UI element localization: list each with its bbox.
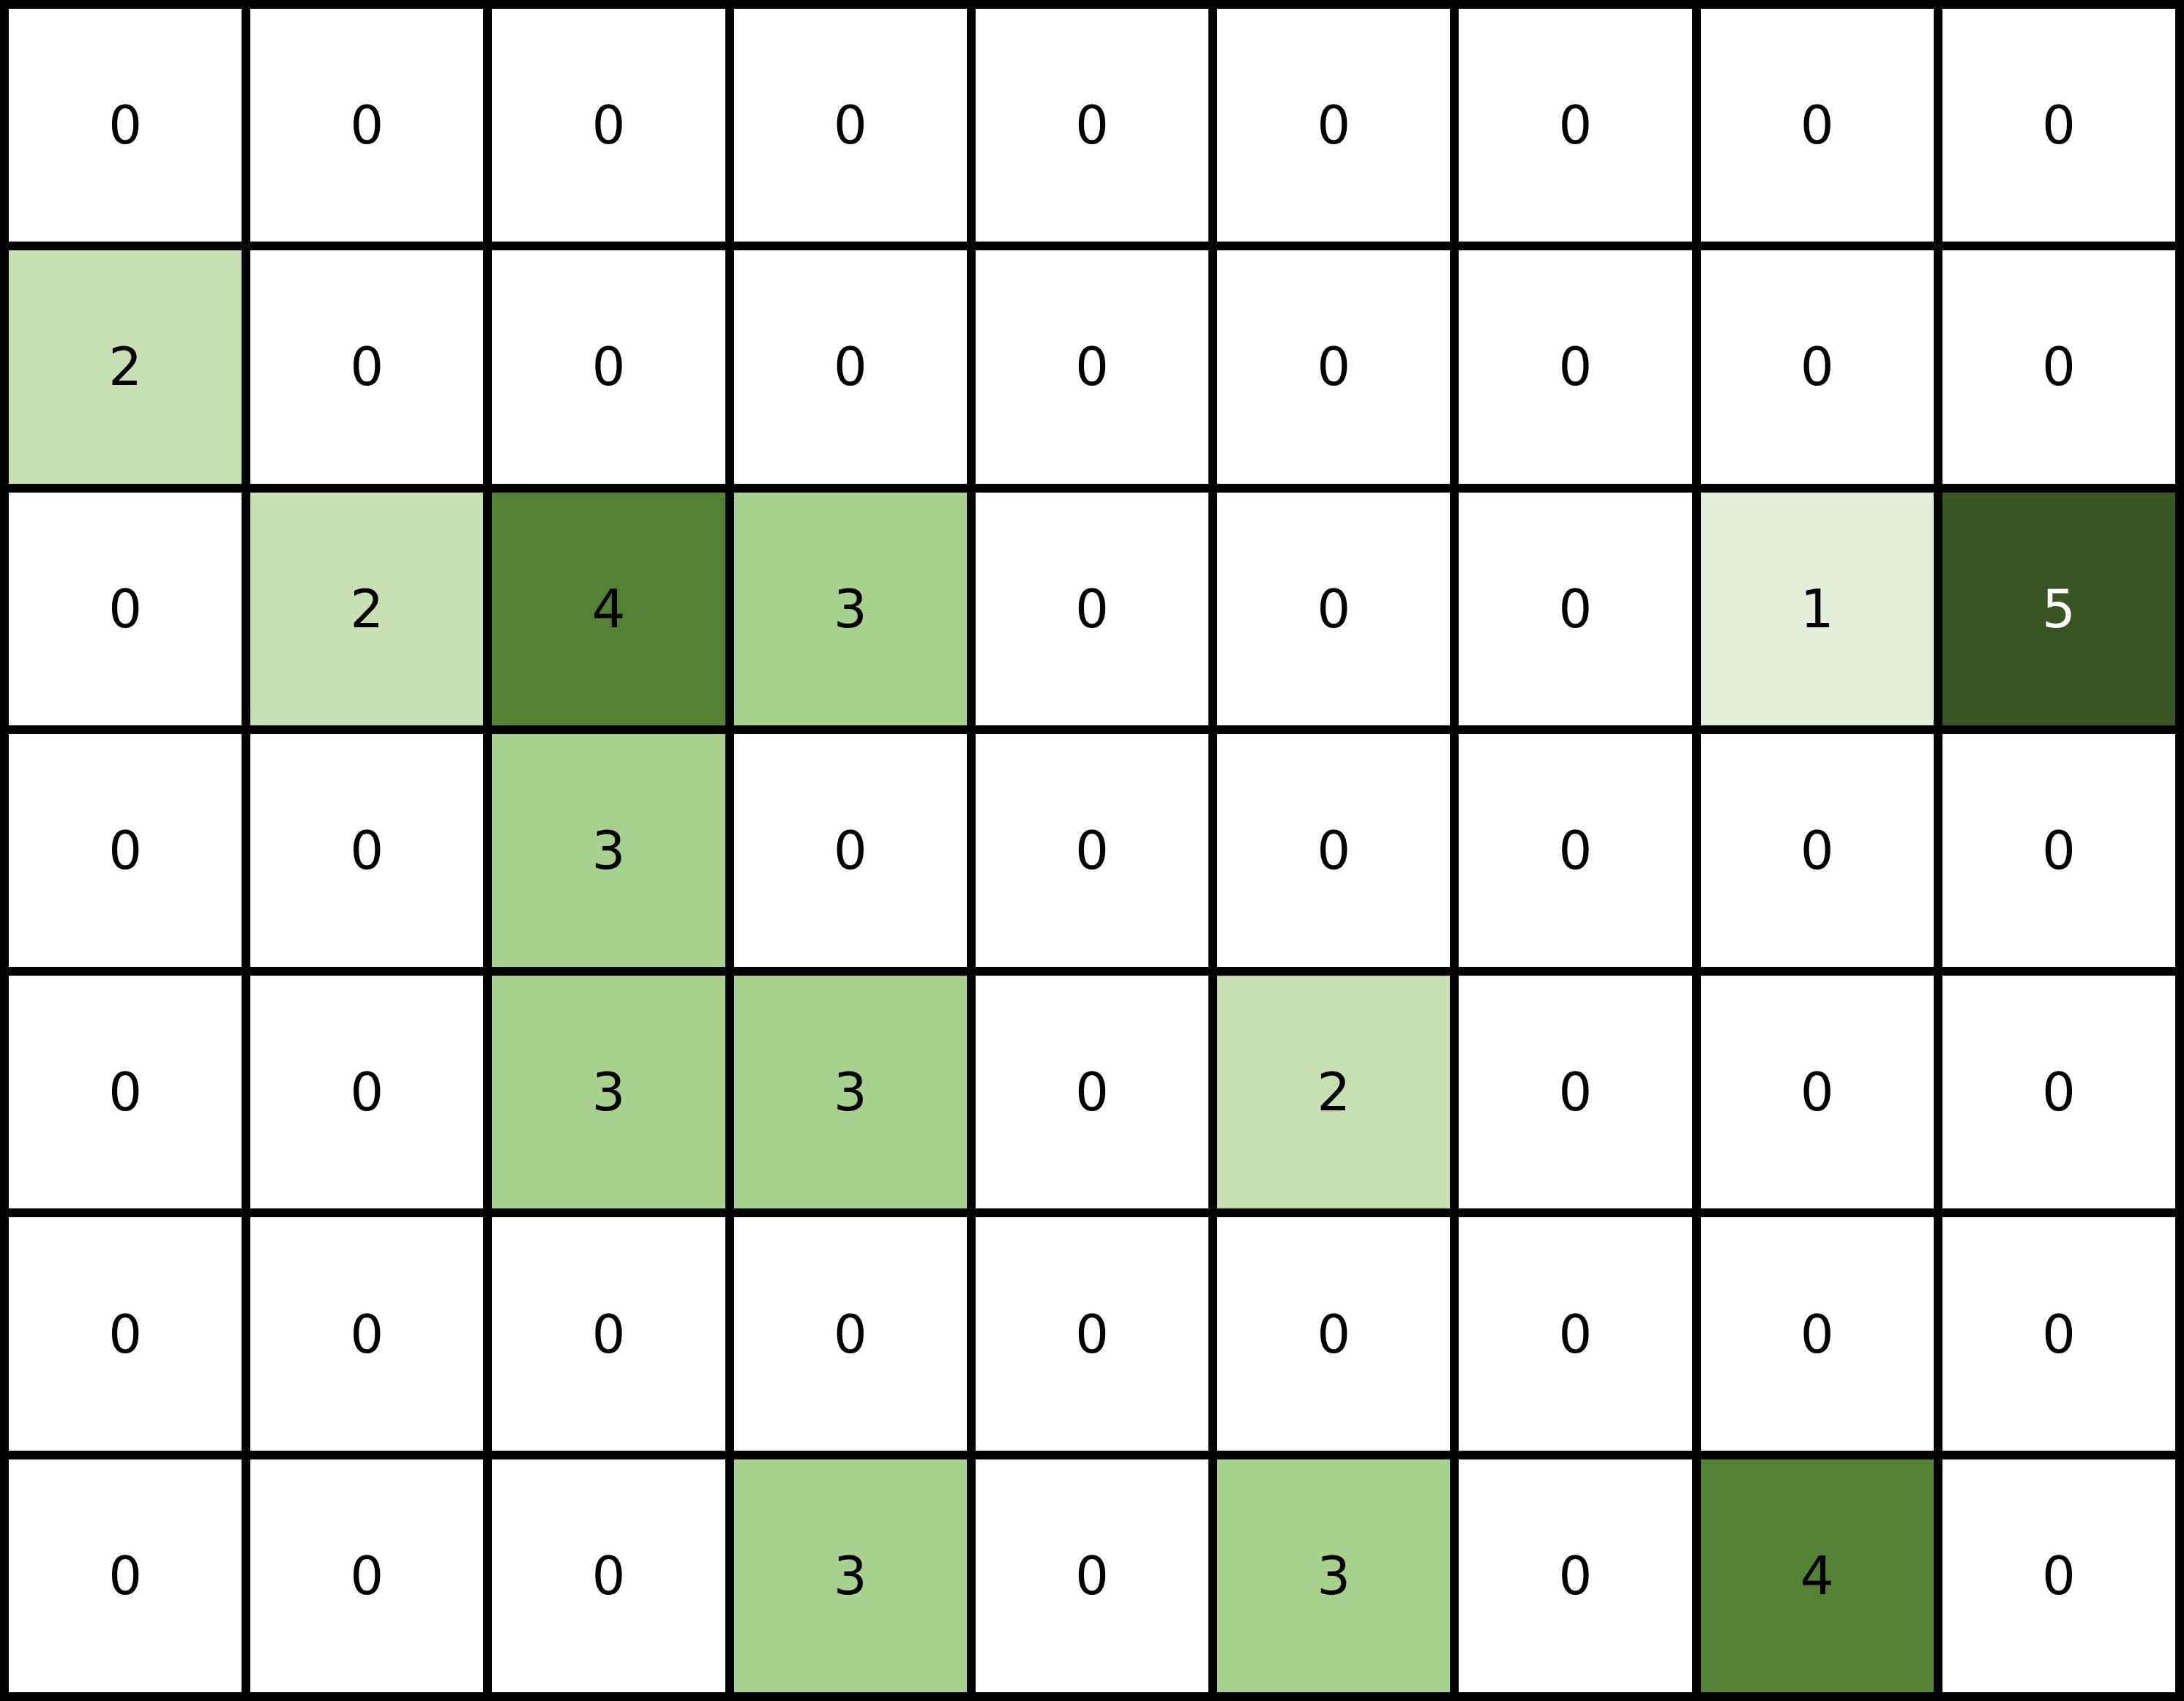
heatmap-cell-r3-c3: 0 [734,734,967,967]
heatmap-cell-r5-c7: 0 [1701,1217,1934,1450]
heatmap-cell-r3-c4: 0 [976,734,1208,967]
heatmap-cell-r5-c2: 0 [492,1217,725,1450]
heatmap-cell-r3-c6: 0 [1459,734,1691,967]
heatmap-cell-r4-c0: 0 [9,976,242,1208]
heatmap-cell-r0-c7: 0 [1701,9,1934,242]
heatmap-cell-r5-c6: 0 [1459,1217,1691,1450]
heatmap-cell-r1-c1: 0 [250,250,483,483]
heatmap-cell-r5-c1: 0 [250,1217,483,1450]
heatmap-cell-r1-c7: 0 [1701,250,1934,483]
heatmap-cell-r5-c5: 0 [1217,1217,1450,1450]
heatmap-cell-r3-c8: 0 [1942,734,2175,967]
heatmap-cell-r3-c1: 0 [250,734,483,967]
heatmap-cell-r0-c0: 0 [9,9,242,242]
heatmap-cell-r4-c7: 0 [1701,976,1934,1208]
heatmap-cell-r0-c6: 0 [1459,9,1691,242]
heatmap-cell-r6-c2: 0 [492,1459,725,1692]
heatmap-cell-r6-c0: 0 [9,1459,242,1692]
heatmap-cell-r0-c2: 0 [492,9,725,242]
heatmap-cell-r3-c5: 0 [1217,734,1450,967]
heatmap-cell-r1-c8: 0 [1942,250,2175,483]
heatmap-cell-r4-c5: 2 [1217,976,1450,1208]
heatmap-cell-r2-c8: 5 [1942,493,2175,725]
heatmap-cell-r6-c6: 0 [1459,1459,1691,1692]
heatmap-cell-r0-c3: 0 [734,9,967,242]
heatmap-cell-r3-c0: 0 [9,734,242,967]
heatmap-cell-r2-c0: 0 [9,493,242,725]
heatmap-cell-r2-c1: 2 [250,493,483,725]
heatmap-cell-r2-c7: 1 [1701,493,1934,725]
heatmap-cell-r0-c8: 0 [1942,9,2175,242]
heatmap-cell-r1-c2: 0 [492,250,725,483]
heatmap-cell-r4-c8: 0 [1942,976,2175,1208]
heatmap-cell-r5-c3: 0 [734,1217,967,1450]
heatmap-cell-r5-c0: 0 [9,1217,242,1450]
heatmap-cell-r1-c3: 0 [734,250,967,483]
heatmap-cell-r2-c4: 0 [976,493,1208,725]
heatmap-cell-r0-c4: 0 [976,9,1208,242]
heatmap-cell-r0-c1: 0 [250,9,483,242]
heatmap-cell-r5-c4: 0 [976,1217,1208,1450]
heatmap-cell-r4-c4: 0 [976,976,1208,1208]
heatmap-cell-r5-c8: 0 [1942,1217,2175,1450]
heatmap-cell-r2-c6: 0 [1459,493,1691,725]
heatmap-cell-r2-c3: 3 [734,493,967,725]
heatmap-cell-r4-c6: 0 [1459,976,1691,1208]
heatmap-cell-r1-c5: 0 [1217,250,1450,483]
heatmap-cell-r6-c4: 0 [976,1459,1208,1692]
heatmap-cell-r3-c7: 0 [1701,734,1934,967]
heatmap-cell-r2-c5: 0 [1217,493,1450,725]
heatmap-cell-r4-c3: 3 [734,976,967,1208]
heatmap-cell-r0-c5: 0 [1217,9,1450,242]
heatmap-cell-r1-c4: 0 [976,250,1208,483]
heatmap-cell-r3-c2: 3 [492,734,725,967]
heatmap-cell-r2-c2: 4 [492,493,725,725]
heatmap-cell-r6-c1: 0 [250,1459,483,1692]
heatmap-cell-r6-c7: 4 [1701,1459,1934,1692]
heatmap-cell-r1-c0: 2 [9,250,242,483]
heatmap-cell-r6-c3: 3 [734,1459,967,1692]
heatmap-cell-r6-c5: 3 [1217,1459,1450,1692]
heatmap-cell-r4-c2: 3 [492,976,725,1208]
heatmap-cell-r6-c8: 0 [1942,1459,2175,1692]
heatmap-cell-r1-c6: 0 [1459,250,1691,483]
heatmap-cell-r4-c1: 0 [250,976,483,1208]
